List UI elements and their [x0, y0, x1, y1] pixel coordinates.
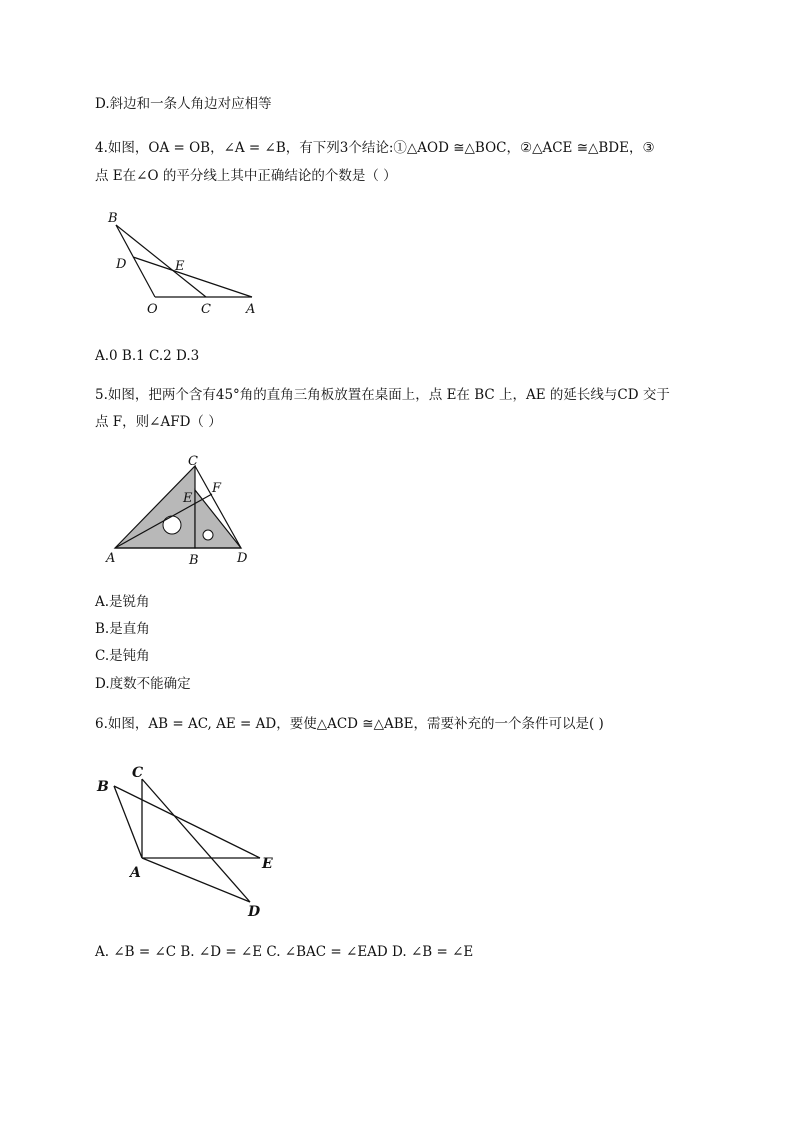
- q3-option-d: D.斜边和一条人角边对应相等: [95, 96, 272, 112]
- q6-label-a: A: [130, 865, 141, 881]
- q4-label-e: E: [175, 259, 185, 274]
- q5-label-b: B: [189, 553, 199, 568]
- q4-segment-bc: [116, 225, 206, 297]
- q5-triangle-board-diagram: [100, 452, 260, 570]
- q4-segment-da: [133, 257, 252, 297]
- q5-board-ebd: [195, 490, 241, 548]
- q6-segment-cd: [142, 779, 250, 902]
- q4-options: A.0 B.1 C.2 D.3: [95, 348, 200, 364]
- q5-figure: [100, 452, 260, 570]
- q4-label-o: O: [147, 302, 158, 317]
- q5-label-d: D: [237, 551, 248, 566]
- q4-stem-line1: 4.如图，OA = OB，∠A = ∠B，有下列3个结论:①△AOD ≅△BOC，②△ACE ≅△BDE，③: [95, 140, 655, 156]
- q5-hole-large: [163, 516, 181, 534]
- q5-option-b: B.是直角: [95, 621, 150, 637]
- q5-stem-line1: 5.如图，把两个含有45°角的直角三角板放置在桌面上，点 E在 BC 上，AE 的延长线与CD 交于: [95, 387, 670, 403]
- q4-label-b: B: [108, 211, 118, 226]
- q4-label-a: A: [246, 302, 256, 317]
- q4-triangle-diagram: [95, 205, 275, 325]
- q4-label-d: D: [116, 257, 127, 272]
- q6-segment-ad: [142, 858, 250, 902]
- q6-segment-ab: [114, 786, 142, 858]
- q5-label-a: A: [106, 551, 116, 566]
- q6-segment-be: [114, 786, 260, 858]
- q5-label-c: C: [188, 454, 198, 469]
- q6-label-b: B: [97, 779, 109, 795]
- q4-figure: [95, 205, 275, 325]
- q6-stem: 6.如图，AB = AC, AE = AD，要使△ACD ≅△ABE，需要补充的一个条件可以是( ): [95, 716, 604, 732]
- q5-stem-line2: 点 F，则∠AFD（ ）: [95, 414, 222, 430]
- q4-stem-line2: 点 E在∠O 的平分线上其中正确结论的个数是（ ）: [95, 168, 397, 184]
- q5-board-abc: [115, 466, 195, 548]
- q5-label-f: F: [212, 481, 222, 496]
- q5-label-e: E: [183, 491, 193, 506]
- q6-label-c: C: [132, 765, 144, 781]
- q4-label-c: C: [201, 302, 211, 317]
- q5-hole-small: [203, 530, 213, 540]
- q6-label-e: E: [262, 856, 273, 872]
- q6-triangle-diagram: [92, 760, 292, 920]
- q6-options: A. ∠B = ∠C B. ∠D = ∠E C. ∠BAC = ∠EAD D. ∠B = ∠E: [95, 944, 474, 960]
- q6-figure: [92, 760, 292, 920]
- q5-option-a: A.是锐角: [95, 594, 150, 610]
- q5-option-d: D.度数不能确定: [95, 676, 191, 692]
- q5-option-c: C.是钝角: [95, 648, 150, 664]
- q6-label-d: D: [248, 904, 261, 920]
